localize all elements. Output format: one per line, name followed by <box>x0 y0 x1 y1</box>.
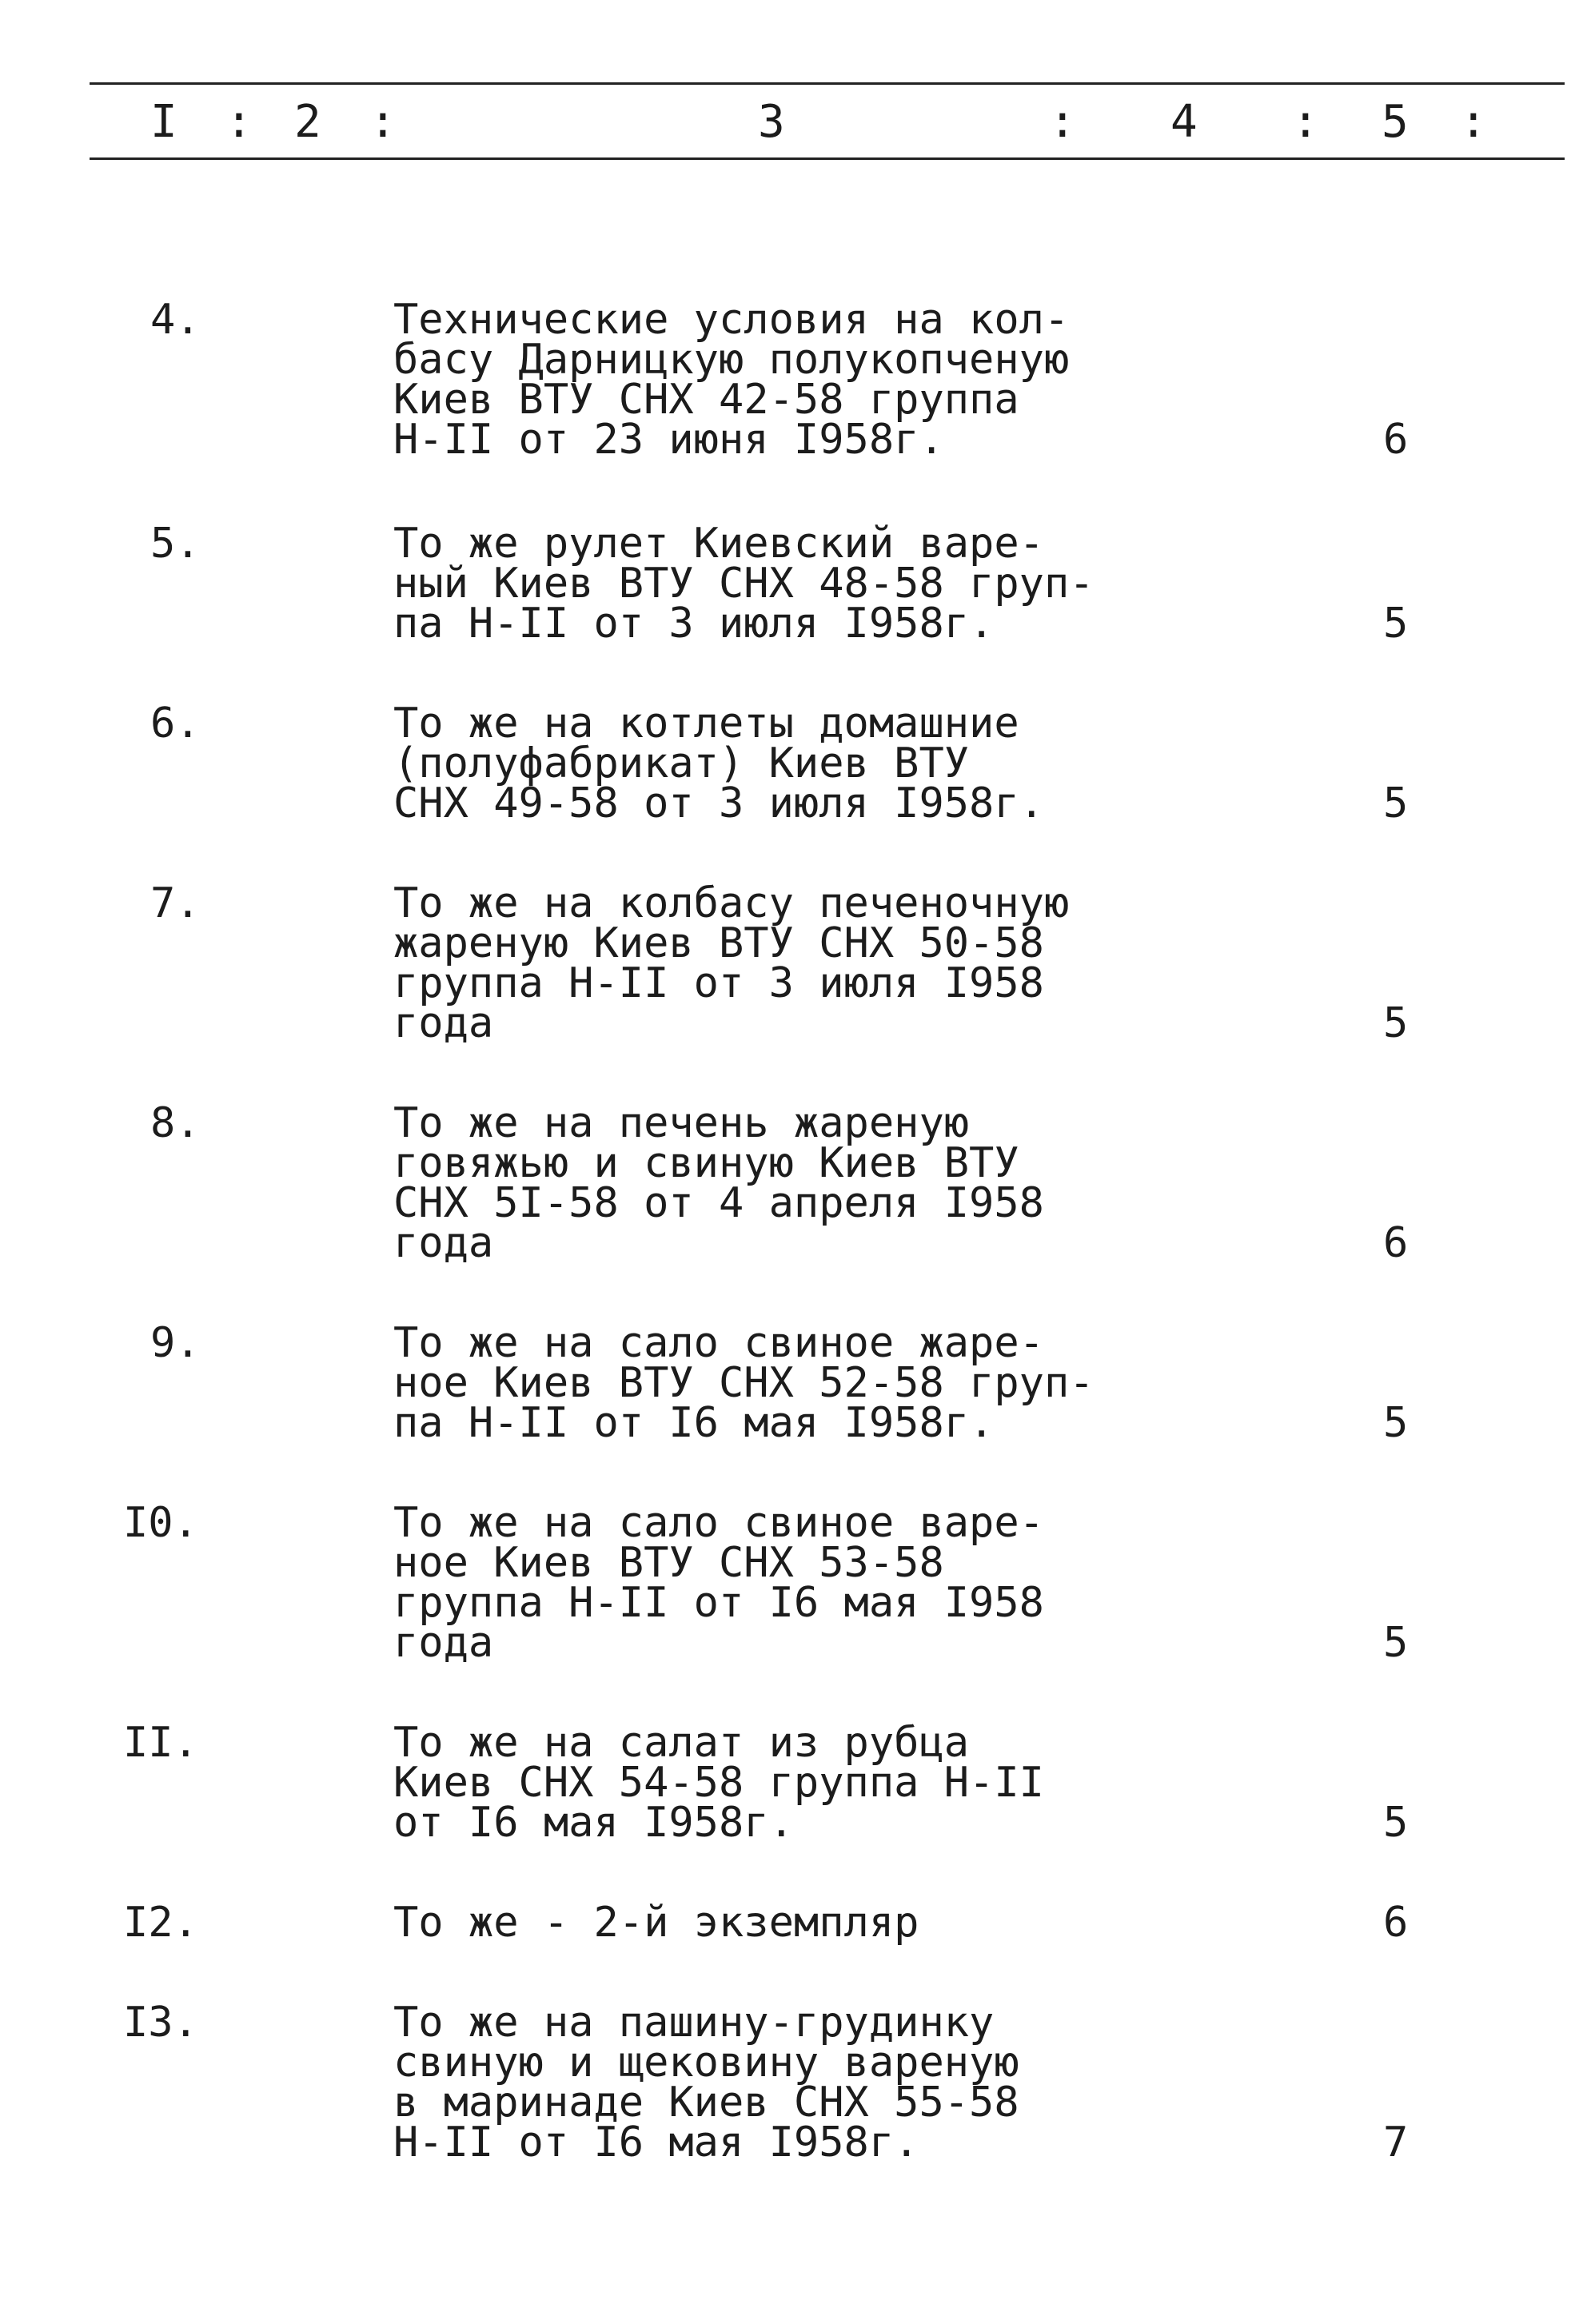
column-separator: : <box>1049 96 1076 148</box>
entry-number: I3. <box>123 1999 198 2047</box>
entry-number: 9. <box>150 1319 201 1367</box>
entry-quantity: 7 <box>1383 2119 1409 2167</box>
entry-description: То же на пашину-грудинку свиную и щековину вареную в маринаде Киев СНХ 55-58 Н-II от I6 мая I958г. <box>393 1999 1019 2167</box>
entry-number: 7. <box>150 879 201 927</box>
entry-number: II. <box>123 1719 198 1767</box>
entry-quantity: 6 <box>1383 1899 1409 1947</box>
entry-quantity: 6 <box>1383 1219 1409 1267</box>
entry-quantity: 5 <box>1383 779 1409 827</box>
entry-number: 5. <box>150 520 201 568</box>
column-header-row <box>0 94 1583 150</box>
column-separator: : <box>1292 96 1319 148</box>
entry-quantity: 5 <box>1383 600 1409 648</box>
column-header-1: I <box>150 96 177 148</box>
entry-description: То же на печень жареную говяжью и свиную Киев ВТУ СНХ 5I-58 от 4 апреля I958 года <box>393 1099 1044 1267</box>
header-top-rule <box>90 82 1565 85</box>
entry-quantity: 5 <box>1383 1399 1409 1447</box>
entry-number: I0. <box>123 1499 198 1547</box>
column-separator: : <box>225 96 253 148</box>
entry-description: То же на котлеты домашние (полуфабрикат) Киев ВТУ СНХ 49-58 от 3 июля I958г. <box>393 700 1044 827</box>
entry-quantity: 5 <box>1383 999 1409 1047</box>
entry-description: То же на сало свиное варе- ное Киев ВТУ СНХ 53-58 группа Н-II от I6 мая I958 года <box>393 1499 1044 1667</box>
entry-description: То же рулет Киевский варе- ный Киев ВТУ СНХ 48-58 груп- па Н-II от 3 июля I958г. <box>393 520 1095 648</box>
entry-quantity: 5 <box>1383 1799 1409 1847</box>
entry-description: То же - 2-й экземпляр <box>393 1899 919 1947</box>
column-header-2: 2 <box>294 96 321 148</box>
column-separator: : <box>1460 96 1487 148</box>
column-header-5: 5 <box>1382 96 1409 148</box>
column-header-3: 3 <box>758 96 785 148</box>
entry-quantity: 5 <box>1383 1619 1409 1667</box>
entry-number: 8. <box>150 1099 201 1147</box>
entry-quantity: 6 <box>1383 416 1409 464</box>
entry-number: I2. <box>123 1899 198 1947</box>
entry-description: Технические условия на кол- басу Дарницкую полукопченую Киев ВТУ СНХ 42-58 группа Н-II от 23 июня I958г. <box>393 296 1070 464</box>
column-header-4: 4 <box>1170 96 1198 148</box>
entry-description: То же на сало свиное жаре- ное Киев ВТУ СНХ 52-58 груп- па Н-II от I6 мая I958г. <box>393 1319 1095 1447</box>
entry-description: То же на колбасу печеночную жареную Киев ВТУ СНХ 50-58 группа Н-II от 3 июля I958 года <box>393 879 1070 1047</box>
header-bottom-rule <box>90 157 1565 160</box>
entry-number: 4. <box>150 296 201 344</box>
entry-description: То же на салат из рубца Киев СНХ 54-58 группа Н-II от I6 мая I958г. <box>393 1719 1044 1847</box>
column-separator: : <box>369 96 397 148</box>
entry-number: 6. <box>150 700 201 747</box>
